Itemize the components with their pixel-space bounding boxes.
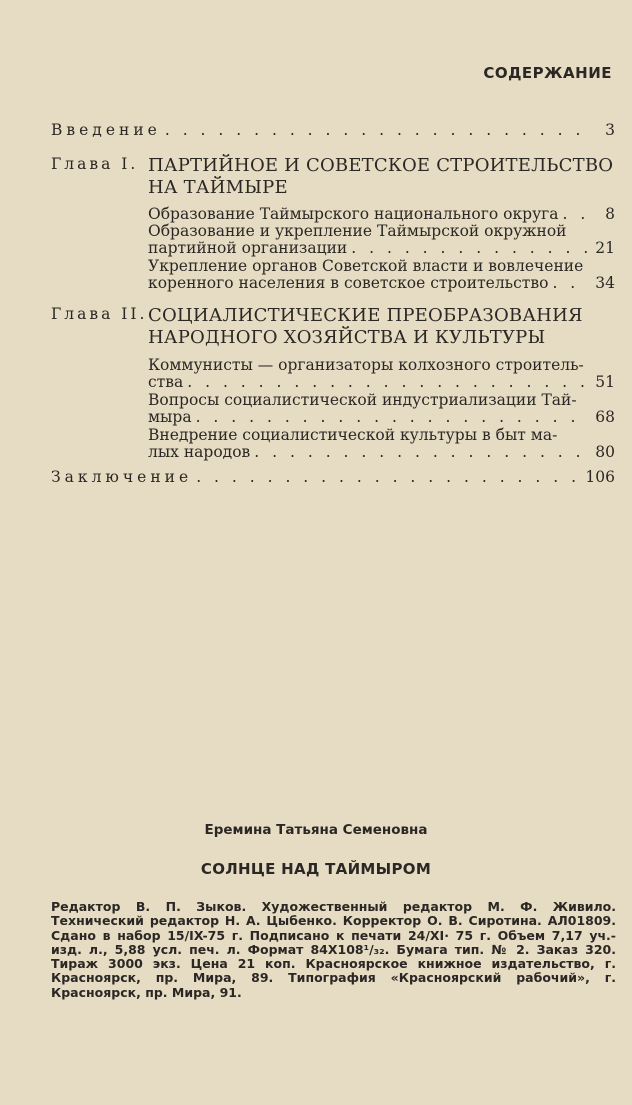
section-title: Образование Таймырского национального округа: [148, 205, 559, 223]
intro-page: 3: [605, 121, 615, 139]
dot-leader: [187, 374, 589, 391]
section-page: 8: [605, 205, 615, 223]
chapter-1-title-line2: НА ТАЙМЫРЕ: [148, 177, 288, 198]
section-title-line1: Внедрение социалистической культуры в быт ма-: [148, 426, 558, 444]
section-title-line2: мыра: [148, 407, 192, 426]
section-title-line1: Укрепление органов Советской власти и вовлечение: [148, 257, 584, 275]
chapter-2-title-line2: НАРОДНОГО ХОЗЯЙСТВА И КУЛЬТУРЫ: [148, 327, 546, 348]
chapter-2-section-2: [148, 392, 615, 426]
toc-heading: СОДЕРЖАНИЕ: [483, 64, 612, 82]
section-page: 34: [595, 273, 615, 292]
chapter-1-heading: [51, 155, 615, 199]
dot-leader: [351, 240, 589, 257]
chapter-1-title-line1: ПАРТИЙНОЕ И СОВЕТСКОЕ СТРОИТЕЛЬСТВО: [148, 155, 614, 176]
chapter-2-label: Глава II.: [51, 305, 148, 323]
chapter-2-title-line1: СОЦИАЛИСТИЧЕСКИЕ ПРЕОБРАЗОВАНИЯ: [148, 305, 583, 326]
section-title-line1: Вопросы социалистической индустриализации Тай-: [148, 391, 577, 409]
chapter-1-section-2: [148, 223, 615, 257]
section-title-line1: Коммунисты — организаторы колхозного строитель-: [148, 356, 584, 374]
chapter-2-section-1: [148, 357, 615, 391]
chapter-1-label: Глава I.: [51, 155, 139, 173]
section-page: 80: [595, 442, 615, 461]
conclusion-label: Заключение: [51, 468, 193, 486]
chapter-2-section-3: [148, 427, 615, 461]
section-title-line2: лых народов: [148, 442, 251, 461]
section-title-line1: Образование и укрепление Таймырской окружной: [148, 222, 567, 240]
book-title: СОЛНЦЕ НАД ТАЙМЫРОМ: [200, 860, 432, 878]
dot-leader: [196, 469, 581, 486]
section-title-line2: коренного населения в советское строительство: [148, 273, 549, 292]
chapter-1-section-3: [148, 258, 615, 292]
section-page: 68: [595, 407, 615, 426]
chapter-1-section-1: [148, 206, 615, 223]
dot-leader: [165, 122, 589, 139]
imprint-text: Редактор В. П. Зыков. Художественный редактор М. Ф. Живило. Технический редактор Н. А. Цыбенко. Корректор О. В. Сиротина. АЛ01809. Сдано в набор 15/IX-75 г. Подписано к печати 24/XI· 75 г. Объем 7,17 уч.-изд. л., 5,88 усл. печ. л. Формат 84Х108¹/₃₂. Бумага тип. № 2. Заказ 320. Тираж 3000 экз. Цена 21 коп. Красноярское книжное издательство, г. Красноярск, пр. Мира, 89. Типография «Красноярский рабочий», г. Красноярск, пр. Мира, 91.: [51, 899, 616, 1000]
section-page: 51: [595, 372, 615, 391]
dot-leader: [552, 275, 589, 292]
dot-leader: [196, 409, 589, 426]
intro-label: Введение: [51, 121, 161, 139]
author-name: Еремина Татьяна Семеновна: [204, 822, 428, 838]
section-page: 21: [595, 238, 615, 257]
section-title-line2: партийной организации: [148, 238, 348, 257]
dot-leader: [563, 206, 589, 223]
chapter-2-heading: [51, 305, 615, 349]
toc-entry-intro: [51, 122, 615, 139]
toc-entry-conclusion: [51, 469, 615, 486]
section-title-line2: ства: [148, 372, 184, 391]
conclusion-page: 106: [585, 468, 615, 486]
dot-leader: [254, 444, 589, 461]
